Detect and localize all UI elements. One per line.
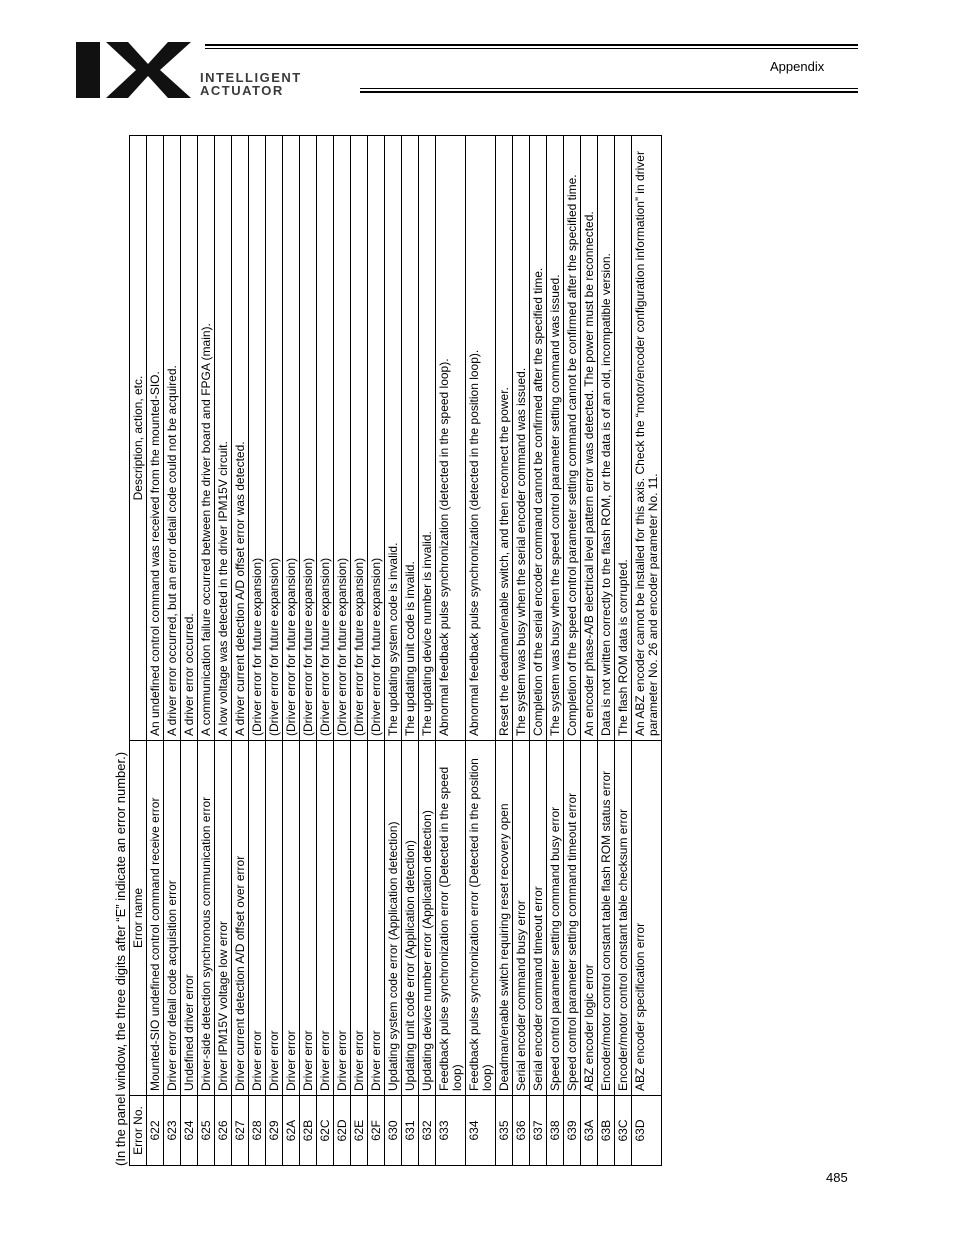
error-number-cell: 624 (181, 1096, 198, 1166)
error-number-cell: 637 (530, 1096, 547, 1166)
error-name-cell: Driver error (334, 741, 351, 1096)
error-name-cell: Updating device number error (Application detection) (419, 741, 436, 1096)
table-row (632, 136, 662, 1166)
error-number-cell: 625 (198, 1096, 215, 1166)
table-row (581, 136, 598, 1166)
error-name-cell: Driver error (300, 741, 317, 1096)
description-cell: A driver error occurred, but an error detail code could not be acquired. (164, 136, 181, 741)
page-number: 485 (826, 1170, 848, 1185)
error-number-cell: 63D (632, 1096, 662, 1166)
error-name-cell: Speed control parameter setting command busy error (547, 741, 564, 1096)
table-row (232, 136, 249, 1166)
table-row (351, 136, 368, 1166)
description-cell: The updating device number is invalid. (419, 136, 436, 741)
rotated-table-panel (114, 128, 843, 1166)
error-number-cell: 632 (419, 1096, 436, 1166)
error-number-cell: 638 (547, 1096, 564, 1166)
description-cell: Abnormal feedback pulse synchronization (detected in the position loop). (466, 136, 496, 741)
error-table (129, 135, 662, 1166)
table-row (181, 136, 198, 1166)
description-cell: (Driver error for future expansion) (249, 136, 266, 741)
error-number-cell: 636 (513, 1096, 530, 1166)
error-number-cell: 62C (317, 1096, 334, 1166)
error-name-cell: Driver current detection A/D offset over error (232, 741, 249, 1096)
table-row (215, 136, 232, 1166)
description-cell: (Driver error for future expansion) (351, 136, 368, 741)
table-row (283, 136, 300, 1166)
error-number-cell: 633 (436, 1096, 466, 1166)
table-caption: (In the panel window, the three digits after “E” indicate an error number.) (113, 751, 128, 1166)
table-row (334, 136, 351, 1166)
error-number-cell: 631 (402, 1096, 419, 1166)
description-cell: The updating unit code is invalid. (402, 136, 419, 741)
header-rule (360, 88, 858, 89)
error-name-cell: Driver-side detection synchronous communication error (198, 741, 215, 1096)
description-cell: An encoder phase-A/B electrical level pattern error was detected. The power must be reconnected. (581, 136, 598, 741)
error-number-cell: 62D (334, 1096, 351, 1166)
description-cell: An undefined control command was received from the mounted-SIO. (147, 136, 164, 741)
description-cell: A communication failure occurred between the driver board and FPGA (main). (198, 136, 215, 741)
error-name-cell: Mounted-SIO undefined control command receive error (147, 741, 164, 1096)
error-name-cell: Driver error (283, 741, 300, 1096)
error-number-cell: 62B (300, 1096, 317, 1166)
error-name-cell: Driver error detail code acquisition error (164, 741, 181, 1096)
table-row (402, 136, 419, 1166)
logo-line-1: INTELLIGENT (200, 70, 302, 85)
table-row (317, 136, 334, 1166)
table-row (564, 136, 581, 1166)
table-row (513, 136, 530, 1166)
table-row (266, 136, 283, 1166)
error-number-cell: 634 (466, 1096, 496, 1166)
error-name-cell: Undefined driver error (181, 741, 198, 1096)
error-number-cell: 62A (283, 1096, 300, 1166)
table-row (198, 136, 215, 1166)
table-row (547, 136, 564, 1166)
error-name-cell: Encoder/motor control constant table flash ROM status error (598, 741, 615, 1096)
error-name-cell: Updating system code error (Application detection) (385, 741, 402, 1096)
section-title: Appendix (770, 59, 825, 74)
error-name-cell: Feedback pulse synchronization error (Detected in the position loop) (466, 741, 496, 1096)
error-name-cell: Updating unit code error (Application detection) (402, 741, 419, 1096)
description-cell: (Driver error for future expansion) (283, 136, 300, 741)
table-body (147, 136, 662, 1166)
description-cell: A low voltage was detected in the driver IPM15V circuit. (215, 136, 232, 741)
table-row (147, 136, 164, 1166)
header-rule (205, 48, 858, 49)
error-number-cell: 627 (232, 1096, 249, 1166)
description-cell: The system was busy when the speed control parameter setting command was issued. (547, 136, 564, 741)
table-header-row (130, 136, 147, 1166)
col-header-error-name: Error name (130, 741, 147, 1096)
description-cell: Data is not written correctly to the flash ROM, or the data is of an old, incompatible version. (598, 136, 615, 741)
description-cell: Abnormal feedback pulse synchronization (detected in the speed loop). (436, 136, 466, 741)
table-row (436, 136, 466, 1166)
header-rule (360, 91, 858, 93)
description-cell: Completion of the speed control parameter setting command cannot be confirmed after the specified time. (564, 136, 581, 741)
description-cell: Reset the deadman/enable switch, and then reconnect the power. (496, 136, 513, 741)
error-number-cell: 62E (351, 1096, 368, 1166)
error-name-cell: Encoder/motor control constant table checksum error (615, 741, 632, 1096)
page-header (0, 0, 954, 110)
error-name-cell: Driver error (266, 741, 283, 1096)
table-row (615, 136, 632, 1166)
description-cell: An ABZ encoder cannot be installed for this axis. Check the “motor/encoder configuration information” in driver parameter No. 26 and encoder parameter No. 11. (632, 136, 662, 741)
description-cell: (Driver error for future expansion) (334, 136, 351, 741)
logo-line-2: ACTUATOR (200, 83, 284, 98)
error-name-cell: Deadman/enable switch requiring reset recovery open (496, 741, 513, 1096)
error-name-cell: Driver error (368, 741, 385, 1096)
description-cell: A driver error occurred. (181, 136, 198, 741)
company-logo-text (200, 71, 302, 97)
error-name-cell: Serial encoder command timeout error (530, 741, 547, 1096)
description-cell: (Driver error for future expansion) (317, 136, 334, 741)
table-row (385, 136, 402, 1166)
error-name-cell: Feedback pulse synchronization error (Detected in the speed loop) (436, 741, 466, 1096)
description-cell: A driver current detection A/D offset error was detected. (232, 136, 249, 741)
description-cell: The updating system code is invalid. (385, 136, 402, 741)
error-number-cell: 62F (368, 1096, 385, 1166)
table-row (300, 136, 317, 1166)
error-number-cell: 623 (164, 1096, 181, 1166)
error-name-cell: Speed control parameter setting command timeout error (564, 741, 581, 1096)
table-row (496, 136, 513, 1166)
description-cell: (Driver error for future expansion) (368, 136, 385, 741)
error-number-cell: 628 (249, 1096, 266, 1166)
description-cell: (Driver error for future expansion) (266, 136, 283, 741)
error-number-cell: 63B (598, 1096, 615, 1166)
error-name-cell: Driver error (351, 741, 368, 1096)
table-row (419, 136, 436, 1166)
error-name-cell: Driver error (249, 741, 266, 1096)
table-row (530, 136, 547, 1166)
error-name-cell: Driver error (317, 741, 334, 1096)
error-number-cell: 626 (215, 1096, 232, 1166)
error-number-cell: 63A (581, 1096, 598, 1166)
ix-logo-mark (76, 42, 191, 98)
error-number-cell: 639 (564, 1096, 581, 1166)
error-name-cell: Serial encoder command busy error (513, 741, 530, 1096)
description-cell: (Driver error for future expansion) (300, 136, 317, 741)
error-number-cell: 622 (147, 1096, 164, 1166)
col-header-error-no: Error No. (130, 1096, 147, 1166)
col-header-description: Description, action, etc. (130, 136, 147, 741)
description-cell: The system was busy when the serial encoder command was issued. (513, 136, 530, 741)
table-row (249, 136, 266, 1166)
table-row (598, 136, 615, 1166)
error-number-cell: 630 (385, 1096, 402, 1166)
table-row (164, 136, 181, 1166)
description-cell: Completion of the serial encoder command cannot be confirmed after the specified time. (530, 136, 547, 741)
description-cell: The flash ROM data is corrupted. (615, 136, 632, 741)
table-row (466, 136, 496, 1166)
header-rule (205, 44, 858, 46)
error-name-cell: Driver IPM15V voltage low error (215, 741, 232, 1096)
error-name-cell: ABZ encoder logic error (581, 741, 598, 1096)
error-number-cell: 635 (496, 1096, 513, 1166)
table-row (368, 136, 385, 1166)
error-number-cell: 63C (615, 1096, 632, 1166)
error-name-cell: ABZ encoder specification error (632, 741, 662, 1096)
error-number-cell: 629 (266, 1096, 283, 1166)
